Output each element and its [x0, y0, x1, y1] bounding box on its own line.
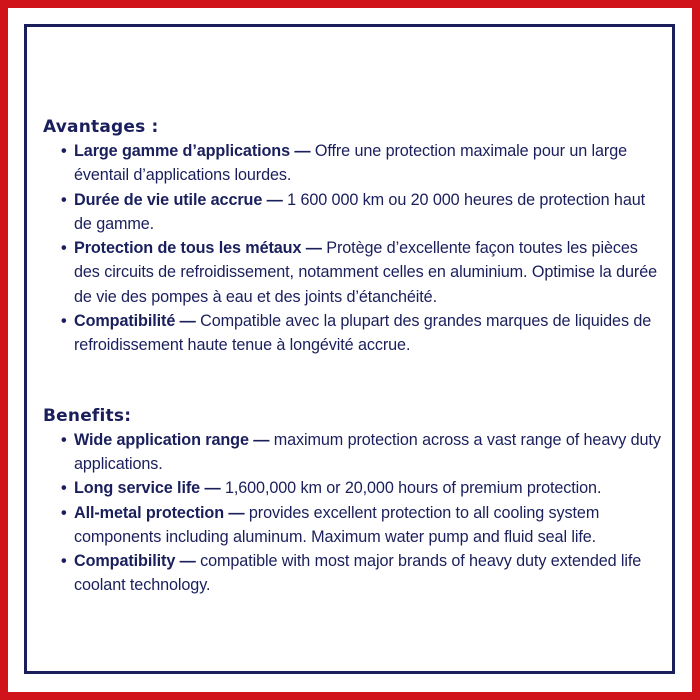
- benefit-term: Long service life: [74, 479, 201, 498]
- benefit-text: 1,600,000 km or 20,000 hours of premium protection.: [224, 479, 602, 498]
- bullet-icon: •: [61, 190, 67, 209]
- french-benefit-list: [43, 139, 663, 358]
- em-dash: —: [200, 479, 225, 498]
- bullet-icon: •: [61, 430, 67, 449]
- benefit-term: Compatibilité: [74, 312, 176, 331]
- list-item: [61, 476, 663, 500]
- french-heading: Avantages :: [43, 117, 159, 137]
- bullet-icon: •: [61, 239, 67, 258]
- bullet-icon: •: [61, 142, 67, 160]
- list-item: [61, 428, 663, 477]
- em-dash: —: [175, 552, 201, 571]
- english-heading: Benefits:: [43, 405, 132, 426]
- em-dash: —: [175, 312, 201, 331]
- benefit-text: Protège d’excellente façon toutes les pièces des circuits de refroidissement, notamment celles en aluminium. Optimise la durée de vie des pompes à eau et des joints d’étanchéité.: [74, 239, 657, 306]
- benefit-text: compatible with most major brands of heavy duty extended life coolant technology.: [74, 552, 642, 595]
- em-dash: —: [262, 190, 288, 209]
- list-item: [61, 309, 663, 358]
- em-dash: —: [290, 142, 315, 160]
- list-item: [61, 501, 663, 550]
- english-benefit-list: [43, 428, 663, 598]
- em-dash: —: [301, 239, 327, 258]
- benefits-content: [43, 115, 663, 598]
- english-benefits-section: [43, 404, 663, 598]
- benefit-text: Offre une protection maximale pour un large éventail d’applications lourdes.: [74, 142, 628, 185]
- benefit-term: Protection de tous les métaux: [74, 239, 302, 258]
- benefit-term: Large gamme d’applications: [74, 142, 290, 160]
- benefit-text: 1 600 000 km ou 20 000 heures de protection haut de gamme.: [74, 190, 646, 233]
- benefit-term: Wide application range: [74, 430, 249, 449]
- benefit-text: maximum protection across a vast range of heavy duty applications.: [74, 430, 661, 473]
- french-benefits-section: [43, 115, 663, 358]
- benefit-text: Compatible avec la plupart des grandes marques de liquides de refroidissement haute tenue à longévité accrue.: [74, 312, 652, 355]
- list-item: [61, 188, 663, 237]
- em-dash: —: [248, 430, 274, 449]
- list-item: [61, 549, 663, 598]
- bullet-icon: •: [61, 312, 67, 331]
- em-dash: —: [224, 503, 249, 522]
- bullet-icon: •: [61, 479, 67, 498]
- list-item: [61, 236, 663, 309]
- benefit-term: All-metal protection: [74, 503, 224, 522]
- bullet-icon: •: [61, 552, 67, 571]
- benefit-term: Durée de vie utile accrue: [74, 190, 263, 209]
- list-item: [61, 139, 663, 188]
- bullet-icon: •: [61, 503, 67, 522]
- benefit-term: Compatibility: [74, 552, 176, 571]
- benefit-text: provides excellent protection to all cooling system components including aluminum. Maximum water pump and fluid seal life.: [74, 503, 600, 546]
